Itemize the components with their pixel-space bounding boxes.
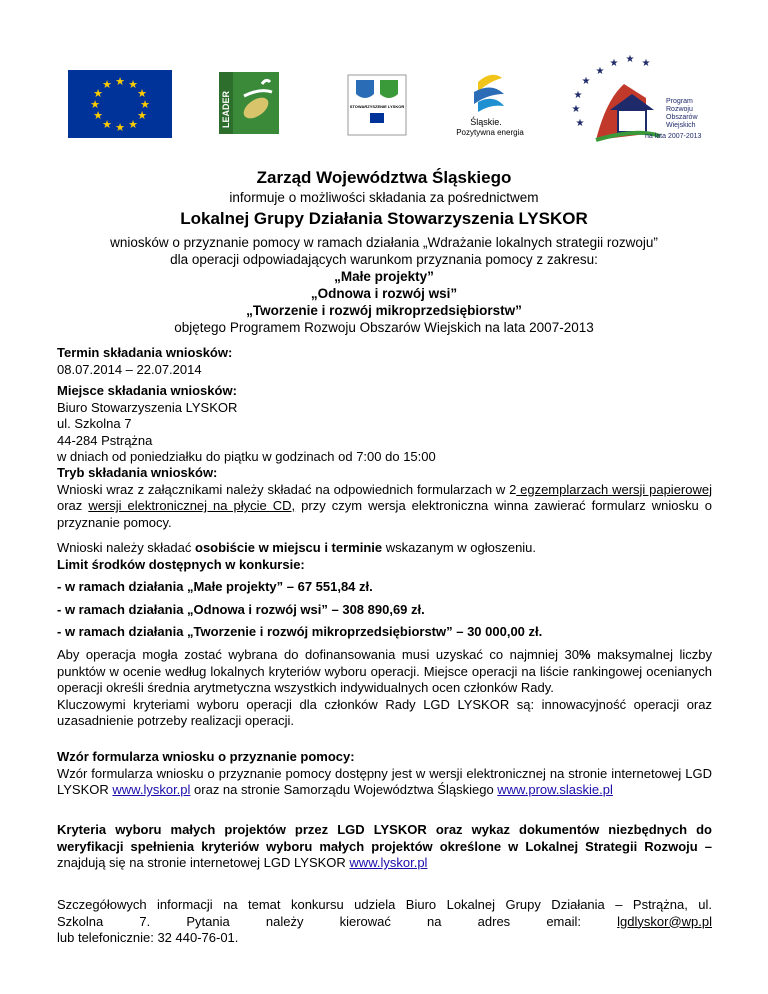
limit-row-male-projekty: - w ramach działania „Małe projekty” – 67 551,84 zł. (57, 579, 373, 594)
miejsce-line-4: w dniach od poniedziałku do piątku w godzinach od 7:00 do 15:00 (57, 449, 436, 464)
svg-text:★: ★ (115, 121, 125, 134)
prow-logo-icon (572, 54, 702, 140)
svg-text:STOWARZYSZENIE LYSKOR: STOWARZYSZENIE LYSKOR (349, 104, 405, 109)
male-projekty-text: Kryteria wyboru małych projektów przez LGD LYSKOR oraz wykaz dokumentów niezbędnych do weryfikacji spełnienia kryteriów wyboru małych projektów określone w Lokalnej Strategii Rozwoju – znajdują się na stronie internetowej LGD LYSKOR www.lyskor.pl (57, 822, 712, 870)
svg-text:Program: Program (666, 98, 693, 105)
svg-text:★: ★ (575, 118, 585, 129)
wzor-text: Wzór formularza wniosku o przyznanie pomocy dostępny jest w wersji elektronicznej na stronie internetowej LGD LYSKOR www.lyskor.pl oraz na stronie Samorządu Województwa Śląskiego www.prow.slaskie.pl (57, 765, 712, 797)
svg-text:★: ★ (571, 104, 581, 115)
miejsce-line-2: ul. Szkolna 7 (57, 416, 132, 431)
svg-text:Obszarów: Obszarów (666, 114, 698, 121)
svg-text:★: ★ (641, 58, 651, 69)
lyskor-logo-icon (348, 75, 406, 135)
scope-block (20, 234, 748, 336)
scope-line-3: objętego Programem Rozwoju Obszarów Wiejskich na lata 2007-2013 (174, 320, 594, 335)
kryteria-section (57, 647, 712, 730)
slaskie-logo-icon (456, 75, 524, 137)
wnioski-text: Wnioski należy składać osobiście w miejscu i terminie wskazanym w ogłoszeniu. (57, 540, 537, 555)
logo-bar (0, 0, 768, 160)
svg-text:★: ★ (102, 78, 112, 91)
svg-text:★: ★ (115, 75, 125, 88)
termin-section (57, 345, 712, 378)
svg-text:★: ★ (573, 90, 583, 101)
scope-line-1: wniosków o przyznanie pomocy w ramach działania „Wdrażanie lokalnych strategii rozwoju” (110, 235, 658, 250)
svg-text:★: ★ (595, 66, 605, 77)
wzor-section (57, 749, 712, 799)
wnioski-section (57, 540, 712, 573)
eu-flag-icon (68, 70, 172, 138)
scope-line-2: dla operacji odpowiadających warunkom przyznania pomocy z zakresu: (170, 252, 598, 267)
svg-text:★: ★ (128, 118, 138, 131)
male-projekty-section (57, 822, 712, 872)
svg-text:★: ★ (93, 109, 103, 122)
svg-text:Pozytywna energia: Pozytywna energia (456, 128, 524, 137)
svg-text:na lata 2007-2013: na lata 2007-2013 (645, 133, 702, 140)
prow-slaskie-link[interactable]: www.prow.slaskie.pl (497, 782, 613, 797)
svg-text:★: ★ (90, 98, 100, 111)
scope-item-male-projekty: „Małe projekty” (334, 269, 434, 284)
leader-logo-icon (219, 72, 279, 134)
lyskor-link[interactable]: www.lyskor.pl (112, 782, 191, 797)
limit-label: Limit środków dostępnych w konkursie: (57, 556, 305, 572)
svg-text:★: ★ (581, 76, 591, 87)
info-line-3: lub telefonicznie: 32 440-76-01. (57, 930, 239, 945)
email-link[interactable]: lgdlyskor@wp.pl (617, 913, 712, 929)
page-subtitle: informuje o możliwości składania za pośrednictwem (229, 190, 539, 205)
lyskor-link-2[interactable]: www.lyskor.pl (349, 855, 428, 870)
svg-text:Rozwoju: Rozwoju (666, 106, 693, 113)
organization-name: Lokalnej Grupy Działania Stowarzyszenia LYSKOR (180, 209, 588, 228)
scope-item-odnowa: „Odnowa i rozwój wsi” (310, 286, 458, 301)
svg-text:★: ★ (137, 87, 147, 100)
tryb-label: Tryb składania wniosków: (57, 465, 218, 480)
miejsce-line-1: Biuro Stowarzyszenia LYSKOR (57, 399, 238, 415)
svg-text:★: ★ (102, 118, 112, 131)
svg-text:Śląskie.: Śląskie. (470, 117, 502, 127)
scope-item-mikroprzedsiebiorstwa: „Tworzenie i rozwój mikroprzedsiębiorstw” (246, 303, 522, 318)
termin-value: 08.07.2014 – 22.07.2014 (57, 361, 202, 377)
svg-text:LEADER: LEADER (221, 90, 231, 128)
tryb-section (57, 465, 712, 531)
svg-text:★: ★ (140, 98, 150, 111)
svg-text:★: ★ (137, 109, 147, 122)
svg-text:Wiejskich: Wiejskich (666, 122, 696, 129)
kryteria-text-1: Aby operacja mogła zostać wybrana do dofinansowania musi uzyskać co najmniej 30% maksymalnej liczby punktów w ocenie według lokalnych kryteriów wyboru operacji. Miejsce operacji na liście rankingowej ocenianych operacji określi średnia arytmetyczna wszystkich indywidualnych ocen członków Rady. (57, 647, 712, 695)
miejsce-line-3: 44-284 Pstrążna (57, 432, 153, 448)
limit-row-mikroprzedsiebiorstwa: - w ramach działania „Tworzenie i rozwój mikroprzedsiębiorstw” – 30 000,00 zł. (57, 624, 543, 639)
tryb-text: Wnioski wraz z załącznikami należy składać na odpowiednich formularzach w 2 egzemplarzach wersji papierowej oraz wersji elektronicznej na płycie CD, przy czym wersja elektroniczna winna zawierać formularz wniosku o przyznanie pomocy. (57, 481, 712, 530)
limit-row-odnowa: - w ramach działania „Odnowa i rozwój wsi” – 308 890,69 zł. (57, 602, 425, 617)
termin-label: Termin składania wniosków: (57, 345, 233, 360)
svg-text:★: ★ (128, 78, 138, 91)
svg-text:★: ★ (609, 58, 619, 69)
info-section (57, 897, 712, 947)
svg-text:★: ★ (625, 54, 635, 65)
miejsce-section (57, 383, 712, 466)
info-line-2: Szkolna 7. Pytania należy kierować na adres email: lgdlyskor@wp.pl (57, 913, 712, 929)
svg-text:★: ★ (93, 87, 103, 100)
kryteria-text-2: Kluczowymi kryteriami wyboru operacji dla członków Rady LGD LYSKOR są: innowacyjność operacji oraz uzasadnienie potrzeby realizacji operacji. (57, 696, 712, 728)
wzor-label: Wzór formularza wniosku o przyznanie pomocy: (57, 749, 355, 764)
info-line-1: Szczegółowych informacji na temat konkursu udziela Biuro Lokalnej Grupy Działania – Pstrążna, ul. (57, 897, 712, 912)
page-title: Zarząd Województwa Śląskiego (256, 168, 512, 187)
miejsce-label: Miejsce składania wniosków: (57, 383, 237, 398)
